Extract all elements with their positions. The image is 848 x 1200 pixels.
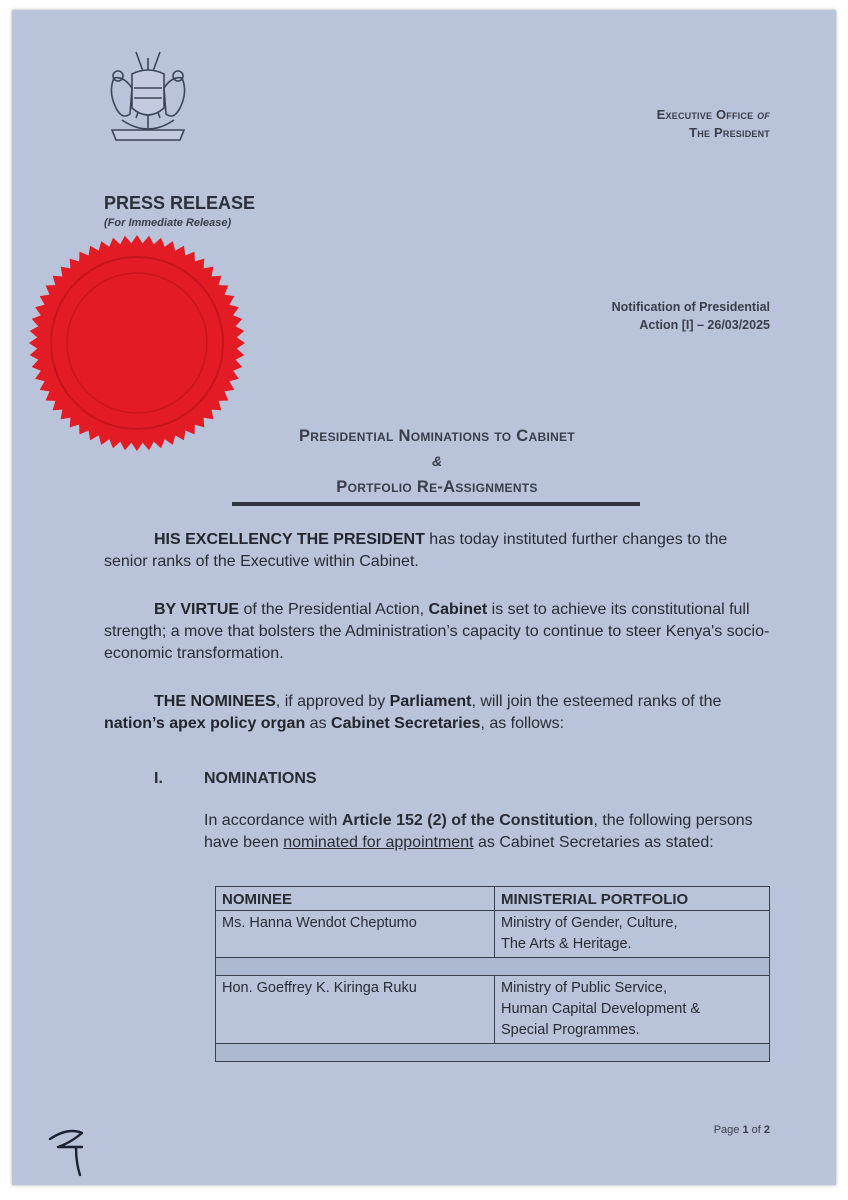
document-title-line2: Portfolio Re-Assignments	[336, 478, 538, 496]
section-number: I.	[154, 770, 163, 787]
nominee-cell: Ms. Hanna Wendot Cheptumo	[216, 911, 495, 958]
nominations-table	[215, 886, 770, 1062]
section-body: In accordance with Article 152 (2) of the Constitution, the following persons have been nominated for appointment as Cabinet Secretaries as stated:	[204, 812, 753, 851]
press-release-title: PRESS RELEASE	[104, 193, 256, 213]
column-header-nominee: NOMINEE	[216, 887, 495, 911]
red-seal-icon	[26, 232, 248, 454]
signature-initial-icon	[46, 1117, 92, 1179]
nominee-cell: Hon. Goeffrey K. Kiringa Ruku	[216, 976, 495, 1044]
notification-reference: Notification of Presidential Action [I] – 26/03/2025	[611, 300, 770, 332]
table-row	[216, 911, 770, 958]
table-spacer-row	[216, 1044, 770, 1062]
coat-of-arms-icon	[102, 48, 194, 144]
executive-office-label: Executive Office of The President	[656, 107, 770, 140]
paragraph-intro: HIS EXCELLENCY THE PRESIDENT has today instituted further changes to the senior ranks of the Executive within Cabinet.	[104, 531, 728, 570]
press-release-subtitle: (For Immediate Release)	[104, 217, 232, 229]
table-spacer-row	[216, 958, 770, 976]
table-header-row	[216, 887, 770, 911]
paragraph-nominees: THE NOMINEES, if approved by Parliament, will join the esteemed ranks of the nation’s apex policy organ as Cabinet Secretaries, as follows:	[104, 693, 722, 732]
column-header-portfolio: MINISTERIAL PORTFOLIO	[495, 887, 770, 911]
title-ampersand: &	[431, 453, 443, 469]
paragraph-virtue: BY VIRTUE of the Presidential Action, Cabinet is set to achieve its constitutional full strength; a move that bolsters the Administration’s capacity to continue to steer Kenya's socio-economic transformation.	[104, 601, 770, 662]
table-row	[216, 976, 770, 1044]
document-page	[12, 10, 836, 1185]
title-underline	[232, 502, 640, 506]
document-title-line1: Presidential Nominations to Cabinet	[299, 427, 575, 445]
page-number: Page 1 of 2	[713, 1124, 770, 1136]
portfolio-cell: Ministry of Gender, Culture, The Arts & Heritage.	[495, 911, 770, 958]
portfolio-cell: Ministry of Public Service, Human Capital Development & Special Programmes.	[495, 976, 770, 1044]
section-title: NOMINATIONS	[204, 770, 317, 787]
